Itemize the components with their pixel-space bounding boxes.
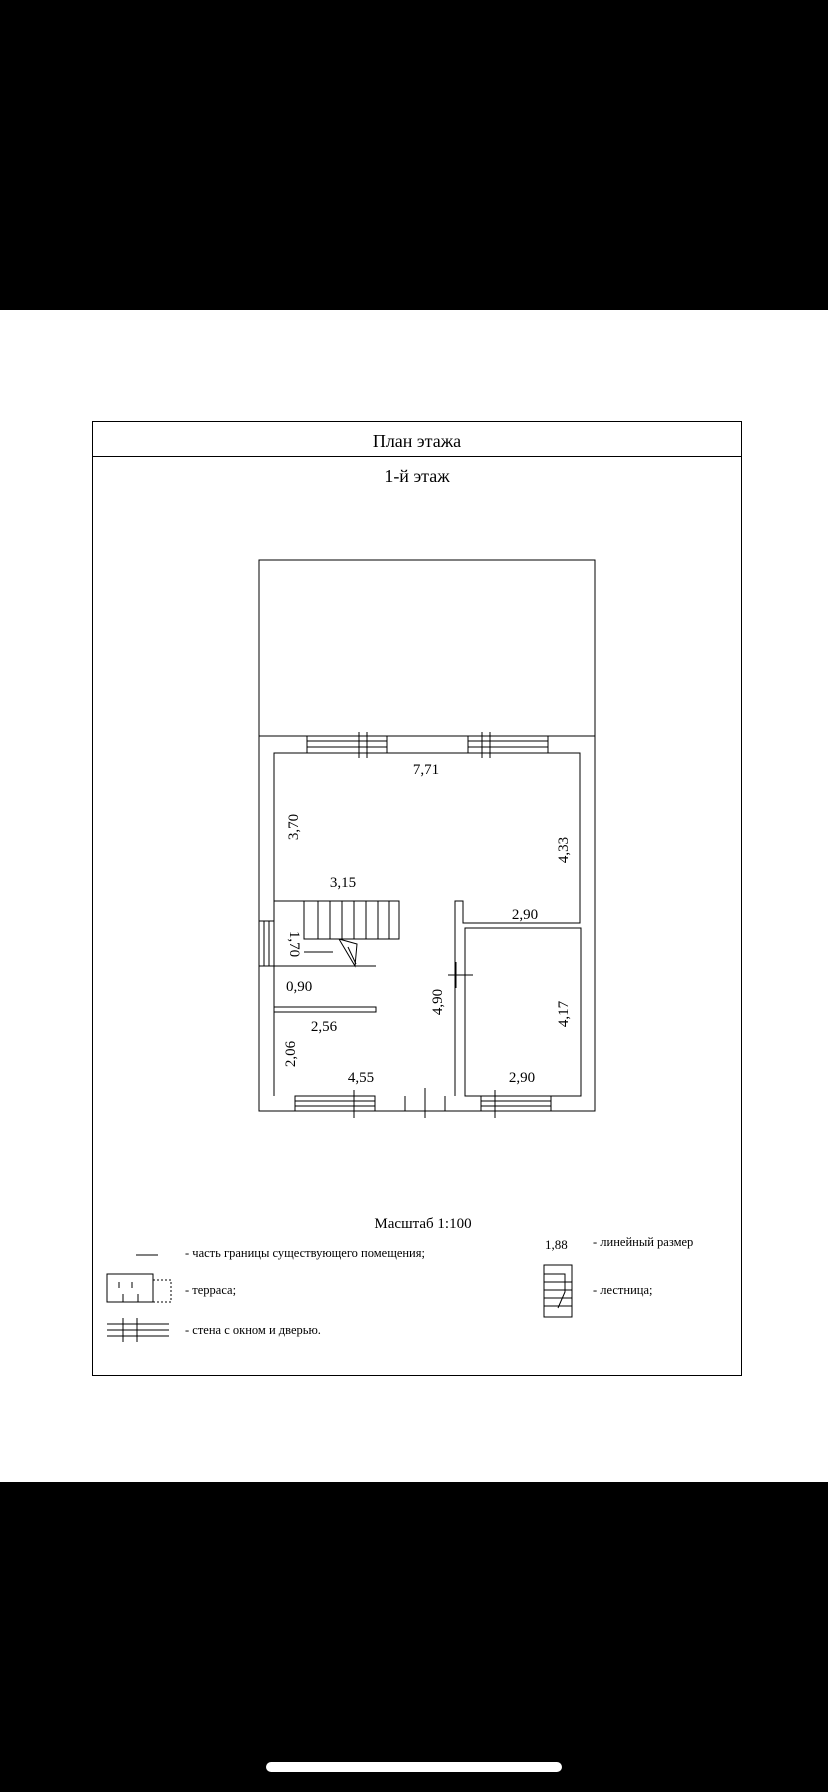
sheet-title: План этажа [93,422,741,457]
home-indicator[interactable] [266,1762,562,1772]
legend-linear-size-label: - линейный размер [593,1235,694,1249]
dimension-left-upper-height: 3,70 [286,813,302,841]
bottom-black-bar [0,1482,828,1792]
main-room-wall [274,753,580,1096]
top-window-right [468,732,548,758]
dimension-bottom-left-width: 4,55 [347,1070,375,1086]
dimension-right-upper-height: 4,33 [556,836,572,864]
legend-stairs-icon [544,1265,572,1317]
bottom-window-right [481,1090,551,1118]
legend-boundary-label: - часть границы существующего помещения; [185,1246,425,1260]
left-window [259,921,274,966]
legend-stairs-label: - лестница; [593,1283,653,1297]
top-black-bar [0,0,828,310]
scale-label: Масштаб 1:100 [374,1216,472,1232]
dimension-right-room-height: 4,17 [556,1000,572,1028]
stair-arrow [339,939,357,966]
legend-wall-window-door-label: - стена с окном и дверью. [185,1323,321,1337]
dimension-right-room-top-width: 2,90 [511,907,539,923]
floor-plan-sheet [92,421,742,1376]
outer-boundary [259,560,595,1111]
dimension-closet-depth: 0,90 [286,979,313,995]
dimension-hall-width: 3,15 [329,875,357,891]
dimension-corridor-height: 4,90 [430,988,446,1016]
bottom-door [405,1088,445,1118]
legend-wall-window-door-icon [107,1318,169,1342]
dimension-lower-room-width: 2,56 [310,1019,338,1035]
interior-door [448,962,473,988]
legend-terrace-icon [107,1274,171,1302]
dimension-right-room-bottom-width: 2,90 [508,1070,536,1086]
dimension-lower-room-height: 2,06 [283,1040,299,1068]
top-window-left [307,732,387,758]
legend-linear-size-sample: 1,88 [545,1237,568,1252]
bottom-window-left [295,1090,375,1118]
stair-steps [304,901,389,952]
dimension-top-width: 7,71 [412,762,440,778]
floor-label: 1-й этаж [384,466,450,486]
dimension-stair-height: 1,70 [286,930,302,958]
legend-terrace-label: - терраса; [185,1283,237,1297]
floor-plan-drawing [93,422,743,1377]
closet-partition [274,1007,376,1012]
